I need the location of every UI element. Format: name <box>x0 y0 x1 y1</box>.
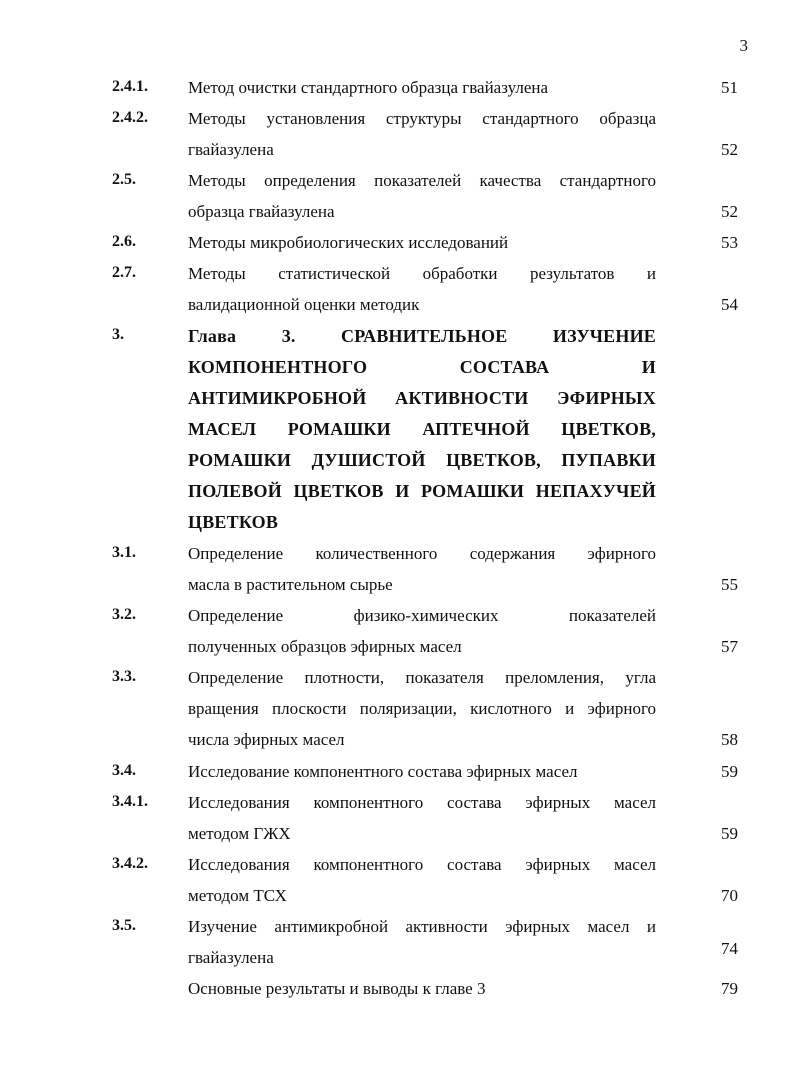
toc-page-number: 58 <box>721 730 738 749</box>
toc-number: 3. <box>112 326 124 343</box>
toc-page-number: 57 <box>721 637 738 656</box>
toc-title-line: Основные результаты и выводы к главе 3 <box>188 979 486 998</box>
toc-title-line: гвайазулена <box>188 948 274 967</box>
toc-title-line: Определение физико-химических показателей <box>188 606 656 625</box>
toc-title-line: Изучение антимикробной активности эфирных масел и <box>188 917 656 936</box>
toc-page-number: 59 <box>721 824 738 843</box>
toc-title-line: Глава 3. СРАВНИТЕЛЬНОЕ ИЗУЧЕНИЕ <box>188 326 656 346</box>
toc-number: 3.4.1. <box>112 793 148 810</box>
toc-title-line: Метод очистки стандартного образца гвайазулена <box>188 78 549 97</box>
toc-title-line: ЦВЕТКОВ <box>188 512 279 532</box>
toc-title-line: Определение количественного содержания эфирного <box>188 544 656 563</box>
toc-page-number: 59 <box>721 762 738 781</box>
toc-title-line: гвайазулена <box>188 140 274 159</box>
page-number: 3 <box>739 36 748 55</box>
toc-title-line: Методы микробиологических исследований <box>188 233 509 252</box>
toc-page-number: 70 <box>721 886 738 905</box>
toc-title-line: РОМАШКИ ДУШИСТОЙ ЦВЕТКОВ, ПУПАВКИ <box>188 450 656 470</box>
toc-page-number: 79 <box>721 979 738 998</box>
toc-page-number: 54 <box>721 295 738 314</box>
toc-title-line: валидационной оценки методик <box>188 295 420 314</box>
toc-number: 3.4. <box>112 762 136 779</box>
toc-page-number: 52 <box>721 202 738 221</box>
toc-number: 2.4.2. <box>112 109 148 126</box>
toc-page-number: 51 <box>721 78 738 97</box>
toc-title-line: полученных образцов эфирных масел <box>188 637 462 656</box>
toc-page-number: 53 <box>721 233 738 252</box>
toc-title-line: методом ГЖХ <box>188 824 291 843</box>
toc-title-line: Методы статистической обработки результатов и <box>188 264 656 283</box>
toc-title-line: числа эфирных масел <box>188 730 345 749</box>
toc-title-line: образца гвайазулена <box>188 202 335 221</box>
toc-title-line: Методы определения показателей качества стандартного <box>188 171 656 190</box>
toc-title-line: методом ТСХ <box>188 886 287 905</box>
toc-number: 3.1. <box>112 544 136 561</box>
toc-title-line: АНТИМИКРОБНОЙ АКТИВНОСТИ ЭФИРНЫХ <box>188 388 656 408</box>
toc-number: 3.4.2. <box>112 855 148 872</box>
toc-page-number: 52 <box>721 140 738 159</box>
toc-title-line: масла в растительном сырье <box>188 575 393 594</box>
toc-number: 3.5. <box>112 917 136 934</box>
toc-number: 3.3. <box>112 668 136 685</box>
toc-number: 2.7. <box>112 264 136 281</box>
toc-page-number: 55 <box>721 575 738 594</box>
toc-title-line: ПОЛЕВОЙ ЦВЕТКОВ И РОМАШКИ НЕПАХУЧЕЙ <box>188 481 656 501</box>
toc-number: 2.4.1. <box>112 78 148 95</box>
toc-title-line: Исследования компонентного состава эфирных масел <box>188 855 656 874</box>
toc-title-line: Исследование компонентного состава эфирных масел <box>188 762 578 781</box>
toc-title-line: Методы установления структуры стандартного образца <box>188 109 656 128</box>
toc-number: 2.5. <box>112 171 136 188</box>
toc-title-line: КОМПОНЕНТНОГО СОСТАВА И <box>188 357 656 377</box>
toc-title-line: МАСЕЛ РОМАШКИ АПТЕЧНОЙ ЦВЕТКОВ, <box>188 419 656 439</box>
toc-page-number: 74 <box>721 939 738 958</box>
toc-title-line: Определение плотности, показателя преломления, угла <box>188 668 656 687</box>
toc-number: 2.6. <box>112 233 136 250</box>
toc-title-line: Исследования компонентного состава эфирных масел <box>188 793 656 812</box>
toc-title-line: вращения плоскости поляризации, кислотного и эфирного <box>188 699 656 718</box>
toc-number: 3.2. <box>112 606 136 623</box>
